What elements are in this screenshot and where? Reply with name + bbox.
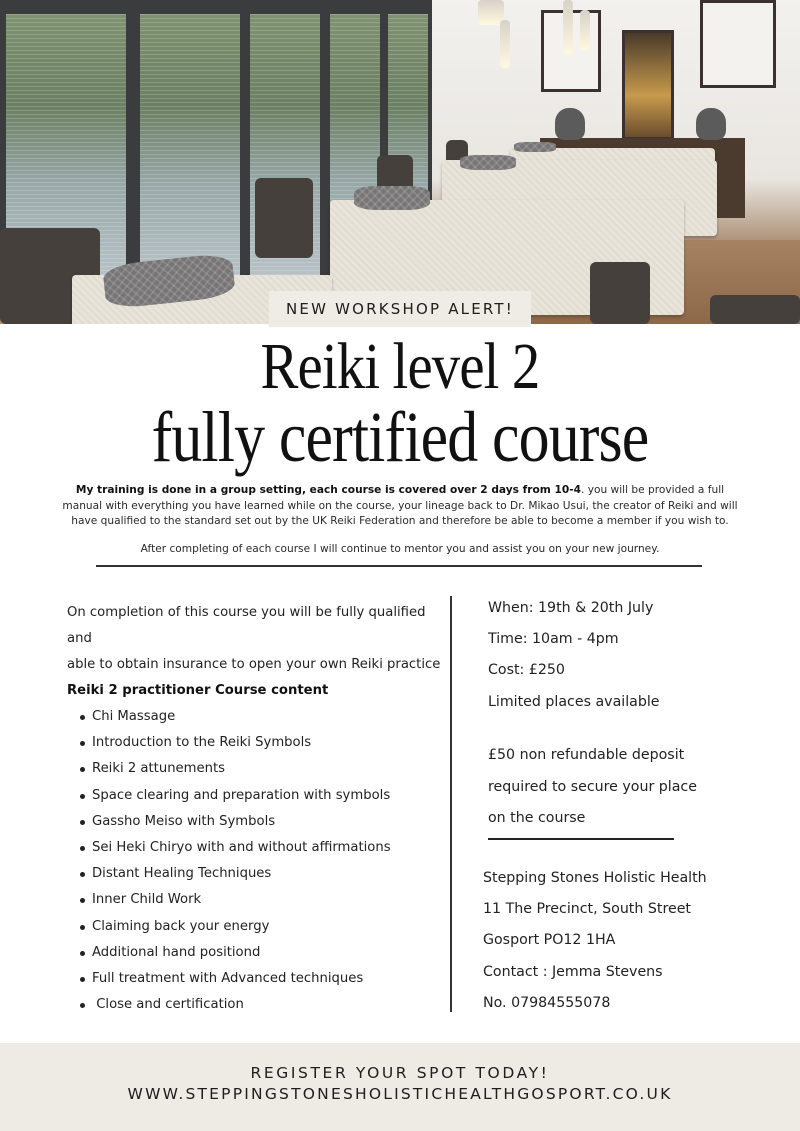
- window-pane: [140, 14, 240, 276]
- deposit-divider: [488, 838, 674, 840]
- event-details: [488, 596, 748, 721]
- list-item: Gassho Meiso with Symbols: [67, 809, 447, 835]
- address-line-1: 11 The Precinct, South Street: [483, 901, 691, 918]
- wall-artwork: [622, 30, 674, 140]
- vase: [555, 108, 585, 140]
- title-line-1: Reiki level 2: [260, 330, 540, 403]
- deposit-notice: [488, 743, 748, 838]
- website-link[interactable]: WWW.STEPPINGSTONESHOLISTICHEALTHGOSPORT.CO.UK: [127, 1085, 673, 1103]
- hero-photo: [0, 0, 800, 324]
- footer-band: [0, 1043, 800, 1131]
- pendant-light: [563, 0, 573, 55]
- phone-number: No. 07984555078: [483, 994, 611, 1011]
- list-item: Chi Massage: [67, 704, 447, 730]
- list-item: Inner Child Work: [67, 887, 447, 913]
- section-divider: [96, 565, 702, 567]
- list-item: Reiki 2 attunements: [67, 756, 447, 782]
- workshop-alert-badge: [269, 291, 531, 327]
- pillow: [354, 186, 430, 210]
- intro-bold-lead: My training is done in a group setting, each course is covered over 2 days from 10-4: [75, 484, 581, 496]
- column-divider: [450, 596, 452, 1012]
- course-content-column: [67, 600, 447, 1018]
- intro-paragraph: [60, 483, 740, 530]
- event-availability: Limited places available: [488, 693, 660, 710]
- wall-artwork: [700, 0, 776, 88]
- badge-label: NEW WORKSHOP ALERT!: [285, 300, 515, 318]
- venue-contact: [483, 866, 743, 1022]
- mentor-statement: After completing of each course I will continue to mentor you and assist you on your new journey.: [140, 543, 660, 555]
- list-item: Introduction to the Reiki Symbols: [67, 730, 447, 756]
- title-line-2: fully certified course: [151, 397, 649, 477]
- vase: [696, 108, 726, 140]
- list-item: Space clearing and preparation with symbols: [67, 783, 447, 809]
- contact-name: Contact : Jemma Stevens: [483, 963, 663, 980]
- pendant-light: [580, 10, 590, 50]
- course-content-list: [67, 704, 447, 1018]
- register-cta: REGISTER YOUR SPOT TODAY!: [250, 1064, 550, 1082]
- qualification-text-line-2: able to obtain insurance to open your own Reiki practice: [67, 657, 441, 672]
- pendant-light: [500, 20, 510, 68]
- event-cost: Cost: £250: [488, 662, 565, 679]
- event-time: Time: 10am - 4pm: [488, 631, 619, 648]
- chair: [590, 262, 650, 324]
- deposit-line-1: £50 non refundable deposit: [488, 747, 685, 763]
- page-title: [0, 330, 800, 477]
- course-content-heading: Reiki 2 practitioner Course content: [67, 683, 329, 698]
- deposit-line-2: required to secure your place: [488, 778, 697, 795]
- pillow: [460, 155, 516, 170]
- event-when: When: 19th & 20th July: [488, 600, 654, 616]
- chair: [255, 178, 313, 258]
- chair: [710, 295, 800, 324]
- list-item: Claiming back your energy: [67, 914, 447, 940]
- qualification-text-line-1: On completion of this course you will be fully qualified and: [67, 605, 426, 646]
- deposit-line-3: on the course: [488, 810, 586, 826]
- address-line-2: Gosport PO12 1HA: [483, 932, 616, 949]
- list-item: Full treatment with Advanced techniques: [67, 966, 447, 992]
- business-name: Stepping Stones Holistic Health: [483, 870, 707, 886]
- pillow: [514, 142, 556, 152]
- list-item: Close and certification: [67, 992, 447, 1018]
- list-item: Additional hand positiond: [67, 940, 447, 966]
- list-item: Distant Healing Techniques: [67, 861, 447, 887]
- list-item: Sei Heki Chiryo with and without affirmations: [67, 835, 447, 861]
- intro-rest: . you will be provided a full manual with everything you have learned while on the course, your lineage back to Dr. Mikao Usui, the creator of Reiki and will have qualified to the standard set out by the UK Reiki Federation and therefore be able to become a member if you wish to.: [62, 484, 738, 527]
